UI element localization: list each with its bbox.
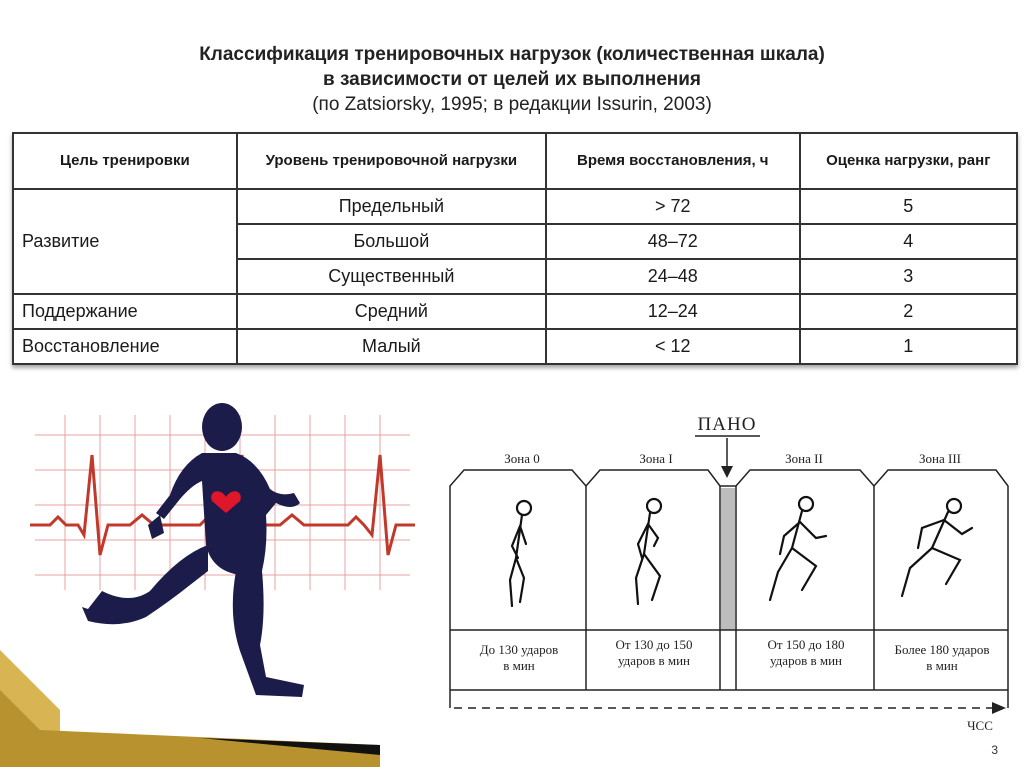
header-rank: Оценка нагрузки, ранг <box>800 133 1017 189</box>
rank-cell: 4 <box>800 224 1017 259</box>
hr-range-3: Более 180 ударов в мин <box>894 642 990 673</box>
rank-cell: 2 <box>800 294 1017 329</box>
title-line-2: в зависимости от целей их выполнения <box>322 69 702 90</box>
slide-title <box>0 42 1024 117</box>
stick-figure-zone-1 <box>636 499 661 604</box>
zone-name-0: Зона 0 <box>504 451 540 466</box>
time-cell: < 12 <box>546 329 800 364</box>
hr-range-1: От 130 до 150 ударов в мин <box>615 637 693 668</box>
pano-strip <box>721 488 735 630</box>
table-row <box>13 189 1017 224</box>
zone-name-3: Зона III <box>919 451 961 466</box>
level-cell: Большой <box>237 224 546 259</box>
zone-name-2: Зона II <box>785 451 823 466</box>
zones-diagram <box>440 408 1018 740</box>
stick-figure-zone-0 <box>510 501 531 606</box>
zone-name-1: Зона I <box>639 451 673 466</box>
pano-label: ПАНО <box>697 414 757 435</box>
table-row <box>13 294 1017 329</box>
title-line-1: Классификация тренировочных нагрузок (количественная шкала) <box>199 44 825 65</box>
stick-figure-zone-2 <box>770 497 826 600</box>
table-row <box>13 329 1017 364</box>
rank-cell: 3 <box>800 259 1017 294</box>
level-cell: Малый <box>237 329 546 364</box>
time-cell: 24–48 <box>546 259 800 294</box>
level-cell: Предельный <box>237 189 546 224</box>
hr-range-2: От 150 до 180 ударов в мин <box>767 637 845 668</box>
table-header-row <box>13 133 1017 189</box>
time-cell: 48–72 <box>546 224 800 259</box>
header-level: Уровень тренировочной нагрузки <box>237 133 546 189</box>
slide-number: 3 <box>991 743 998 757</box>
rank-cell: 5 <box>800 189 1017 224</box>
level-cell: Существенный <box>237 259 546 294</box>
header-goal: Цель тренировки <box>13 133 237 189</box>
goal-cell: Восстановление <box>13 329 237 364</box>
time-cell: > 72 <box>546 189 800 224</box>
hr-range-0: До 130 ударов в мин <box>479 642 559 673</box>
heart-rate-zones-figure <box>440 408 1018 740</box>
level-cell: Средний <box>237 294 546 329</box>
hr-axis-label: ЧСС <box>967 718 993 733</box>
goal-cell: Поддержание <box>13 294 237 329</box>
header-recovery-time: Время восстановления, ч <box>546 133 800 189</box>
load-classification-table <box>12 132 1018 365</box>
stick-figure-zone-3 <box>902 499 972 596</box>
title-line-3: (по Zatsiorsky, 1995; в редакции Issurin, 2003) <box>312 94 712 115</box>
rank-cell: 1 <box>800 329 1017 364</box>
slide-corner-decoration <box>0 650 380 767</box>
goal-cell: Развитие <box>13 189 237 294</box>
time-cell: 12–24 <box>546 294 800 329</box>
